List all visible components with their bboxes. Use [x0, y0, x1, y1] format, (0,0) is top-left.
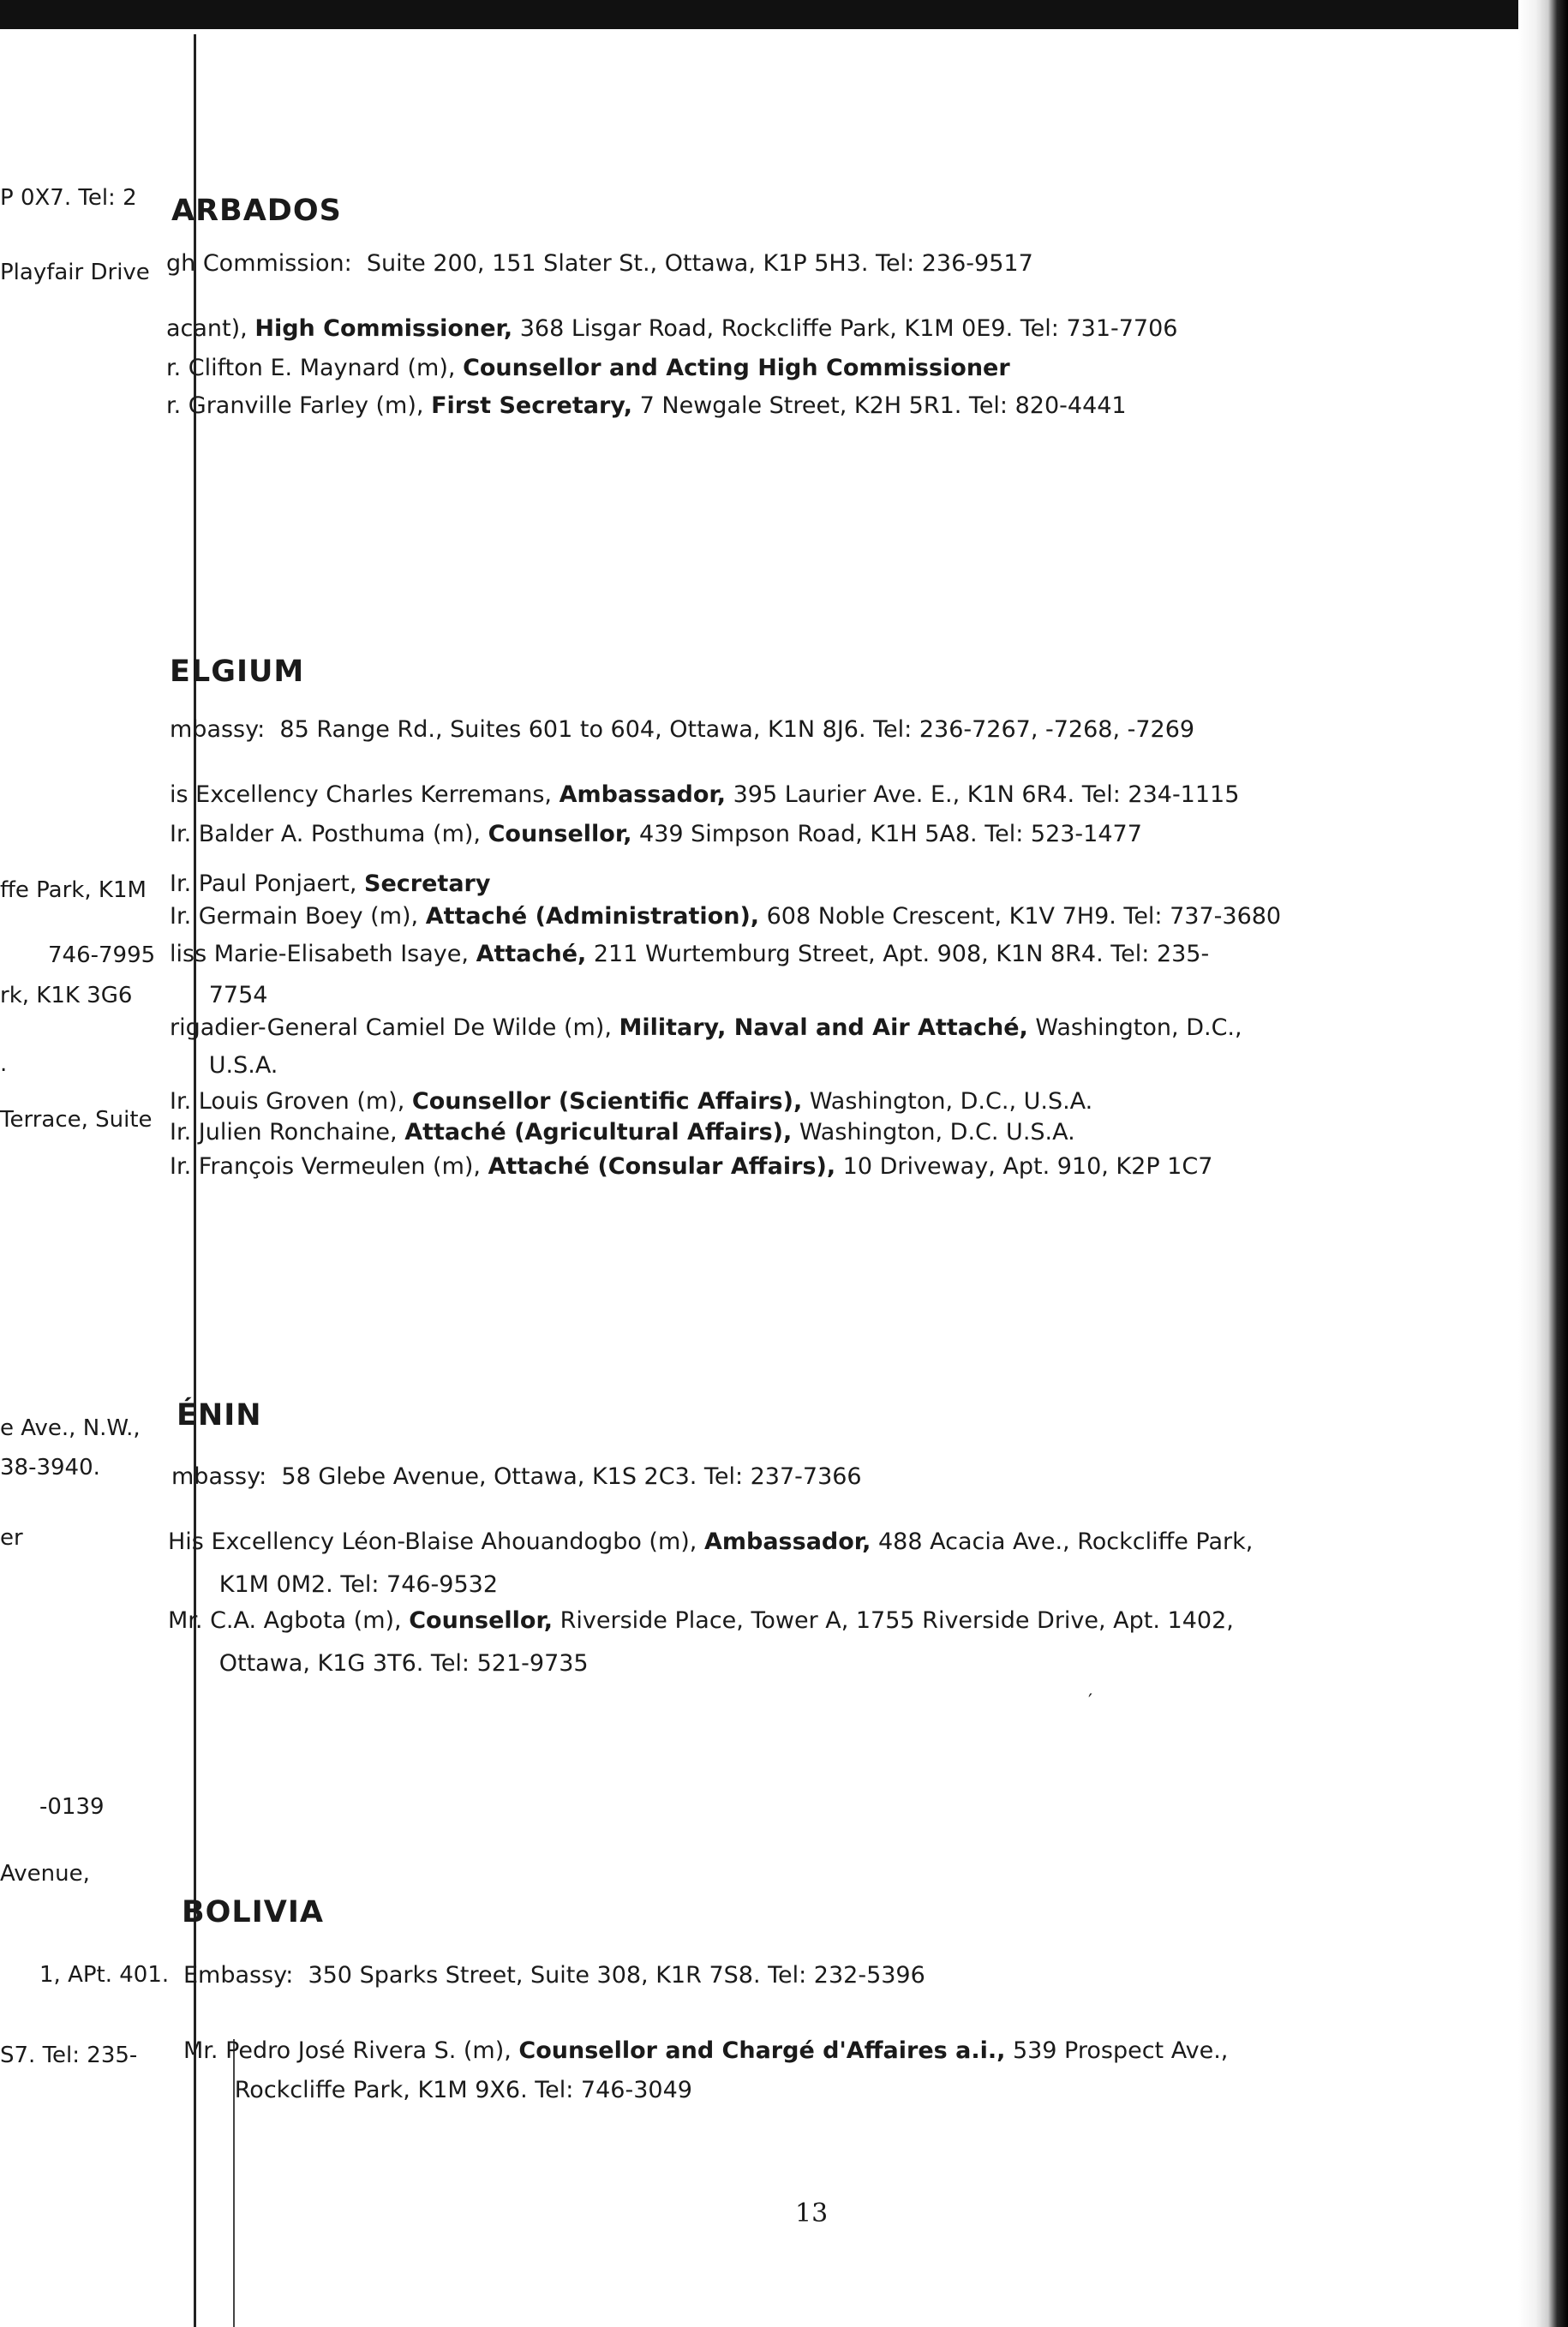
section-title-benin: ÉNIN	[177, 1398, 262, 1433]
entry-line: Rockcliffe Park, K1M 9X6. Tel: 746-3049	[212, 2077, 692, 2103]
page-number: 13	[795, 2198, 829, 2228]
entry-line: Ir. Germain Boey (m), Attaché (Administration), 608 Noble Crescent, K1V 7H9. Tel: 737-3680	[170, 903, 1282, 930]
margin-fragment: 746-7995	[48, 942, 156, 968]
entry-line: acant), High Commissioner, 368 Lisgar Road, Rockcliffe Park, K1M 0E9. Tel: 731-7706	[166, 315, 1178, 342]
margin-fragment: Avenue,	[0, 1861, 90, 1887]
margin-fragment: -0139	[39, 1794, 105, 1820]
entry-line: His Excellency Léon-Blaise Ahouandogbo (m), Ambassador, 488 Acacia Ave., Rockcliffe Park,	[168, 1528, 1254, 1555]
stray-mark: ′	[1088, 1691, 1092, 1713]
entry-line: r. Granville Farley (m), First Secretary, 7 Newgale Street, K2H 5R1. Tel: 820-4441	[166, 392, 1127, 419]
entry-line: Ir. Julien Ronchaine, Attaché (Agricultural Affairs), Washington, D.C. U.S.A.	[170, 1119, 1075, 1146]
margin-fragment: Playfair Drive	[0, 260, 150, 285]
margin-fragment: er	[0, 1525, 23, 1551]
margin-fragment: 1, APt. 401.	[39, 1962, 170, 1988]
entry-line: is Excellency Charles Kerremans, Ambassador, 395 Laurier Ave. E., K1N 6R4. Tel: 234-1115	[170, 781, 1240, 808]
section-title-barbados: ARBADOS	[171, 194, 342, 228]
scan-top-edge	[0, 0, 1568, 29]
margin-fragment: S7. Tel: 235-	[0, 2043, 138, 2068]
entry-line: gh Commission: Suite 200, 151 Slater St., Ottawa, K1P 5H3. Tel: 236-9517	[166, 250, 1033, 277]
entry-line: K1M 0M2. Tel: 746-9532	[197, 1571, 499, 1598]
entry-line: Ir. François Vermeulen (m), Attaché (Consular Affairs), 10 Driveway, Apt. 910, K2P 1C7	[170, 1153, 1213, 1180]
margin-fragment: Terrace, Suite	[0, 1107, 153, 1133]
section-title-bolivia: BOLIVIA	[182, 1895, 324, 1929]
entry-line: rigadier-General Camiel De Wilde (m), Military, Naval and Air Attaché, Washington, D.C.,	[170, 1014, 1242, 1041]
margin-fragment: rk, K1K 3G6	[0, 983, 133, 1008]
margin-fragment: 38-3940.	[0, 1455, 100, 1481]
entry-line: liss Marie-Elisabeth Isaye, Attaché, 211 Wurtemburg Street, Apt. 908, K1N 8R4. Tel: 235-	[170, 941, 1210, 967]
entry-line: Ir. Louis Groven (m), Counsellor (Scientific Affairs), Washington, D.C., U.S.A.	[170, 1088, 1093, 1115]
section-title-belgium: ELGIUM	[170, 655, 305, 689]
entry-line: Embassy: 350 Sparks Street, Suite 308, K1R 7S8. Tel: 232-5396	[183, 1962, 925, 1989]
entry-line: mbassy: 85 Range Rd., Suites 601 to 604, Ottawa, K1N 8J6. Tel: 236-7267, -7268, -7269	[170, 716, 1195, 743]
entry-line: r. Clifton E. Maynard (m), Counsellor and Acting High Commissioner	[166, 355, 1010, 381]
entry-line: U.S.A.	[187, 1052, 278, 1079]
margin-fragment: P 0X7. Tel: 2	[0, 185, 137, 211]
entry-line: Ir. Balder A. Posthuma (m), Counsellor, 439 Simpson Road, K1H 5A8. Tel: 523-1477	[170, 821, 1142, 847]
margin-fragment: ffe Park, K1M	[0, 877, 147, 903]
scan-right-edge	[1518, 0, 1568, 2327]
entry-line: Mr. C.A. Agbota (m), Counsellor, Riverside Place, Tower A, 1755 Riverside Drive, Apt. 1402,	[168, 1607, 1234, 1634]
margin-fragment: .	[0, 1051, 8, 1077]
margin-fragment: e Ave., N.W.,	[0, 1415, 141, 1441]
entry-line: 7754	[187, 982, 268, 1008]
entry-line: Ottawa, K1G 3T6. Tel: 521-9735	[197, 1650, 589, 1677]
entry-line: Mr. Pedro José Rivera S. (m), Counsellor and Chargé d'Affaires a.i., 539 Prospect Ave.,	[183, 2037, 1229, 2064]
entry-line: mbassy: 58 Glebe Avenue, Ottawa, K1S 2C3. Tel: 237-7366	[171, 1463, 862, 1490]
entry-line: Ir. Paul Ponjaert, Secretary	[170, 870, 491, 897]
